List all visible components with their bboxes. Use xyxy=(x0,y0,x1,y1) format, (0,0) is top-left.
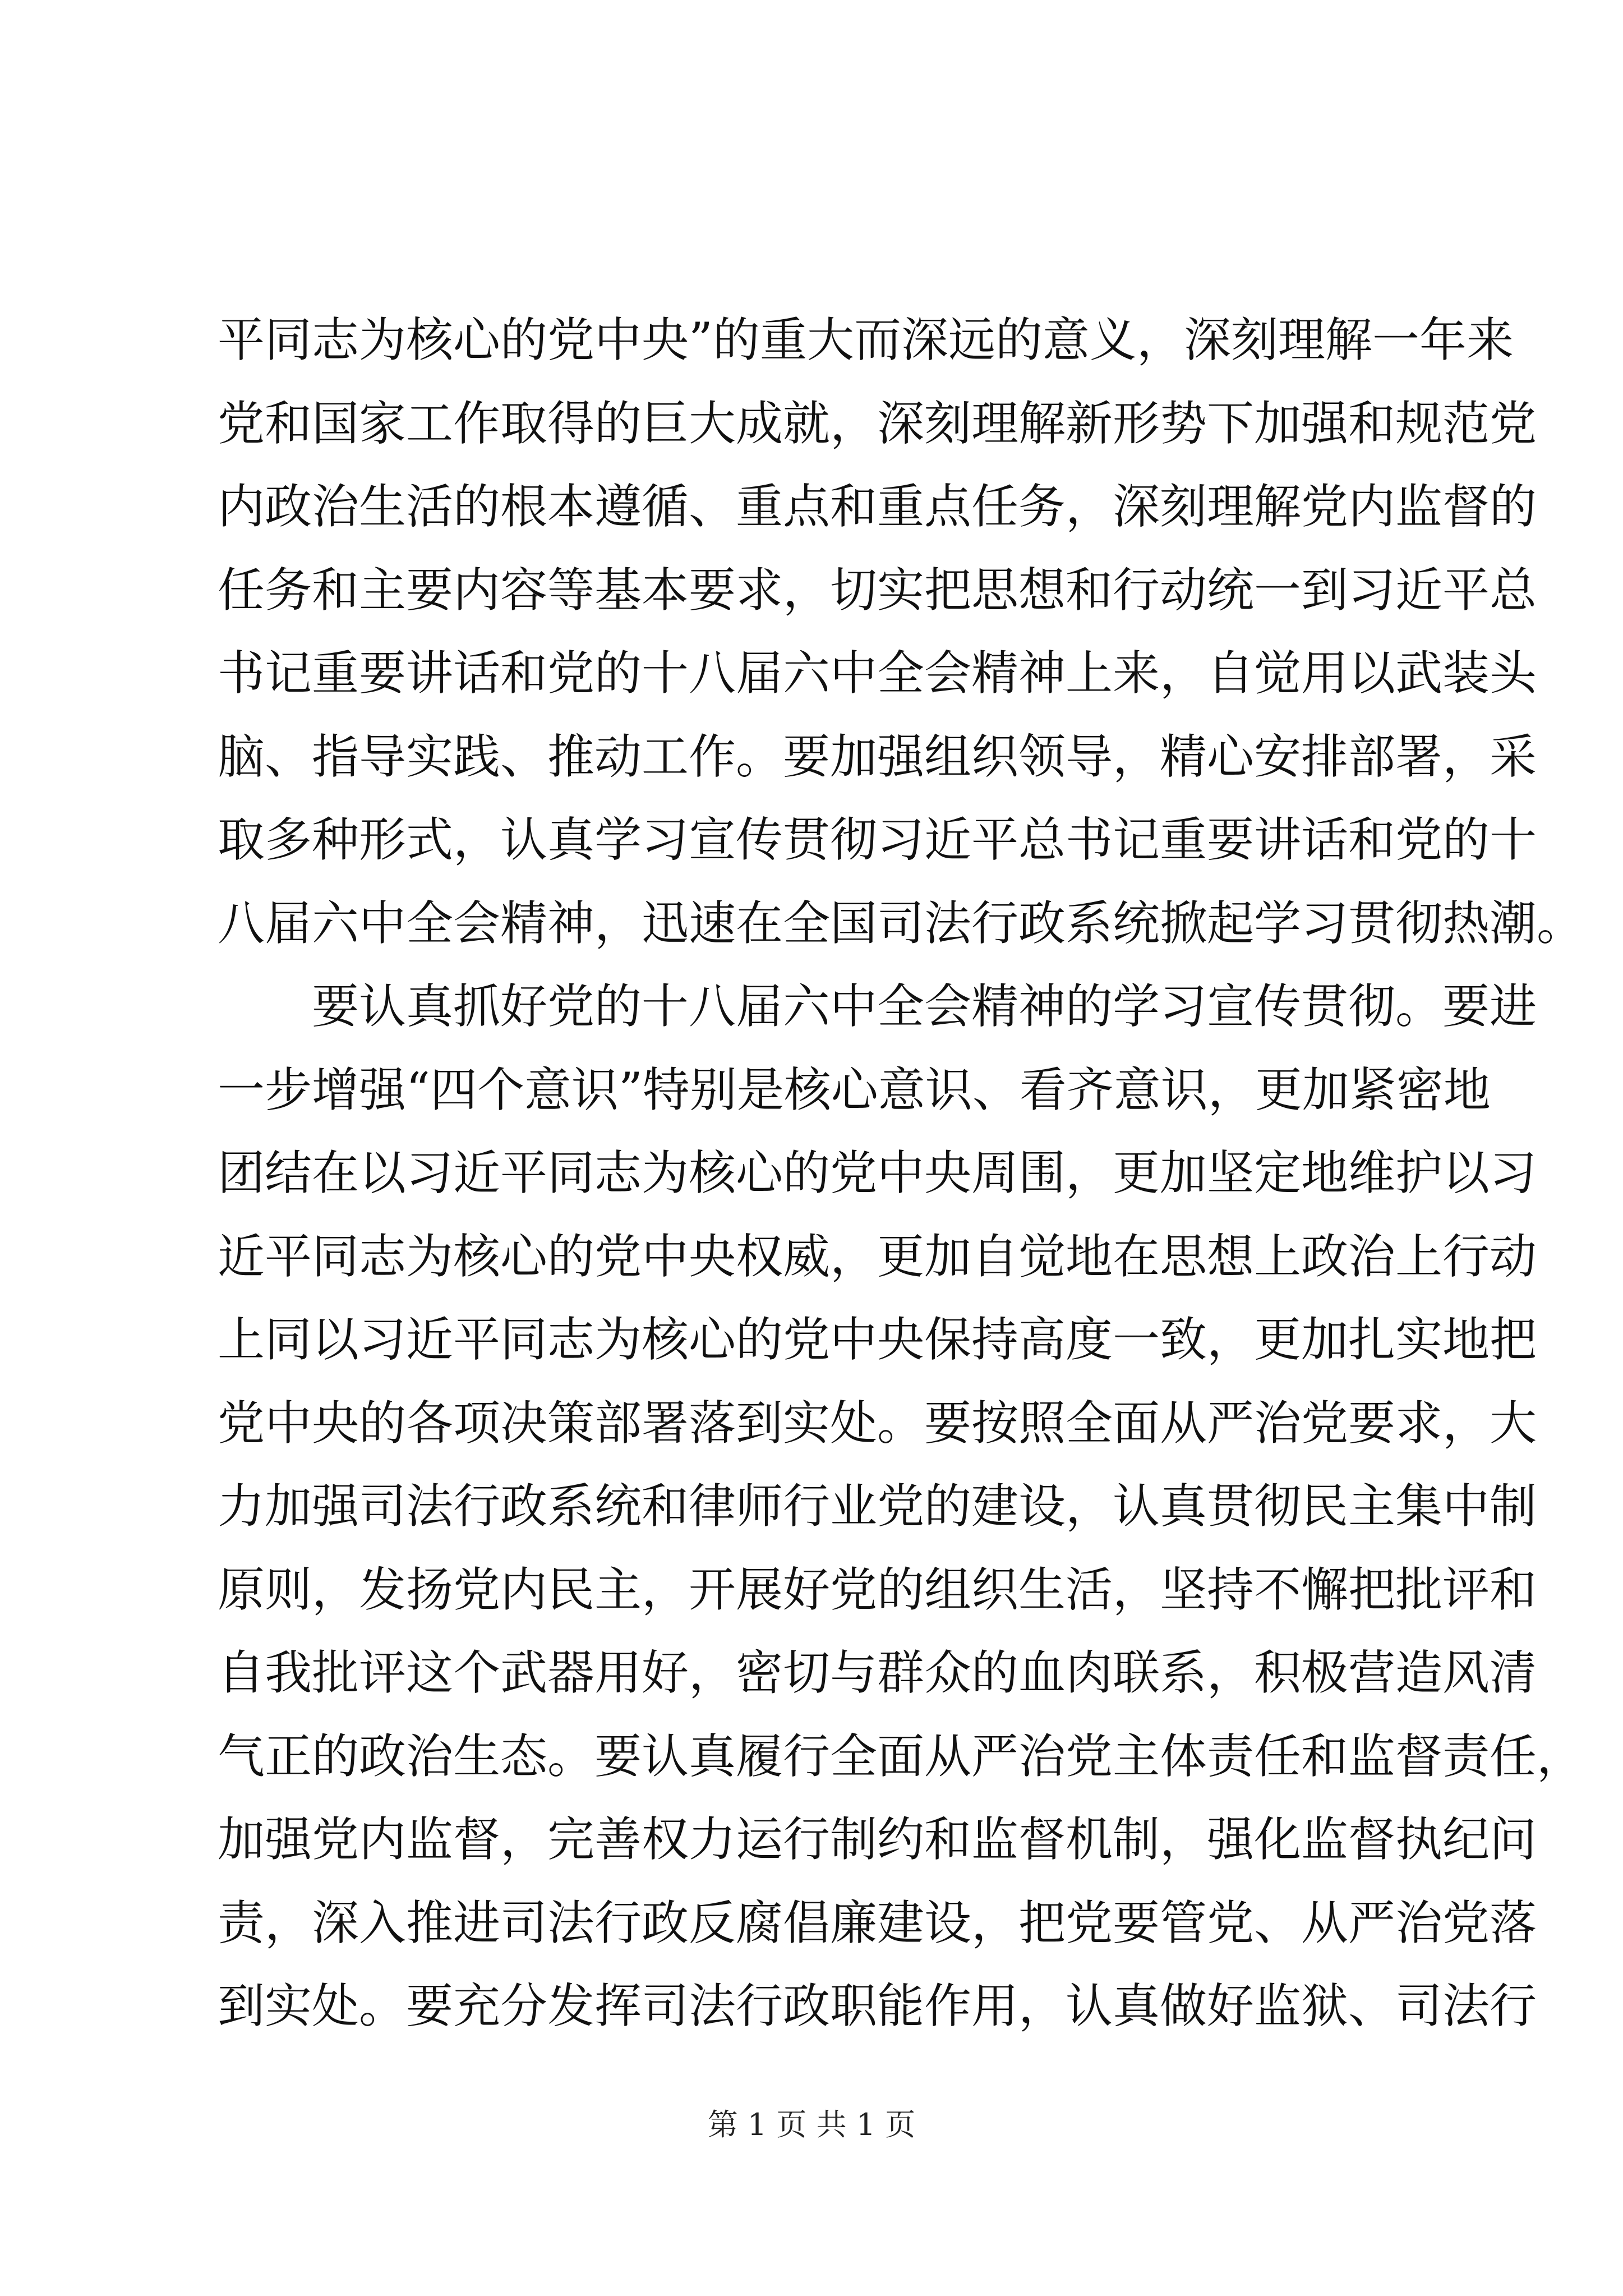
text-line: 原则，发扬党内民主，开展好党的组织生活，坚持不懈把批评和 xyxy=(218,1562,1537,1617)
text-line: 任务和主要内容等基本要求，切实把思想和行动统一到习近平总 xyxy=(218,562,1537,618)
body-text xyxy=(218,298,1584,2048)
text-line: 到实处。要充分发挥司法行政职能作用，认真做好监狱、司法行 xyxy=(218,1978,1537,2033)
text-line: 气正的政治生态。要认真履行全面从严治党主体责任和监督责任， xyxy=(218,1728,1584,1784)
text-line: 加强党内监督，完善权力运行制约和监督机制，强化监督执纪问 xyxy=(218,1812,1537,1867)
text-line: 近平同志为核心的党中央权威，更加自觉地在思想上政治上行动 xyxy=(218,1228,1537,1284)
text-line: 平同志为核心的党中央”的重大而深远的意义，深刻理解一年来 xyxy=(218,312,1514,367)
text-line: 书记重要讲话和党的十八届六中全会精神上来，自觉用以武装头 xyxy=(218,646,1537,701)
text-line: 取多种形式，认真学习宣传贯彻习近平总书记重要讲话和党的十 xyxy=(218,812,1537,867)
text-line: 力加强司法行政系统和律师行业党的建设，认真贯彻民主集中制 xyxy=(218,1479,1537,1534)
paragraph-first-line: 要认真抓好党的十八届六中全会精神的学习宣传贯彻。要进 xyxy=(312,979,1537,1034)
text-line: 党和国家工作取得的巨大成就，深刻理解新形势下加强和规范党 xyxy=(218,395,1537,451)
text-line: 责，深入推进司法行政反腐倡廉建设，把党要管党、从严治党落 xyxy=(218,1895,1537,1950)
page-footer xyxy=(0,2102,1623,2147)
text-line: 团结在以习近平同志为核心的党中央周围，更加坚定地维护以习 xyxy=(218,1145,1537,1200)
text-line: 一步增强“四个意识”特别是核心意识、看齐意识，更加紧密地 xyxy=(218,1062,1491,1117)
text-line: 内政治生活的根本遵循、重点和重点任务，深刻理解党内监督的 xyxy=(218,479,1537,534)
text-line: 脑、指导实践、推动工作。要加强组织领导，精心安排部署，采 xyxy=(218,729,1537,784)
page-number-label: 第 1 页 共 1 页 xyxy=(707,2107,916,2142)
text-line: 党中央的各项决策部署落到实处。要按照全面从严治党要求，大 xyxy=(218,1395,1537,1451)
text-line: 自我批评这个武器用好，密切与群众的血肉联系，积极营造风清 xyxy=(218,1645,1537,1700)
text-line: 八届六中全会精神，迅速在全国司法行政系统掀起学习贯彻热潮。 xyxy=(218,895,1584,951)
text-line: 上同以习近平同志为核心的党中央保持高度一致，更加扎实地把 xyxy=(218,1312,1537,1367)
